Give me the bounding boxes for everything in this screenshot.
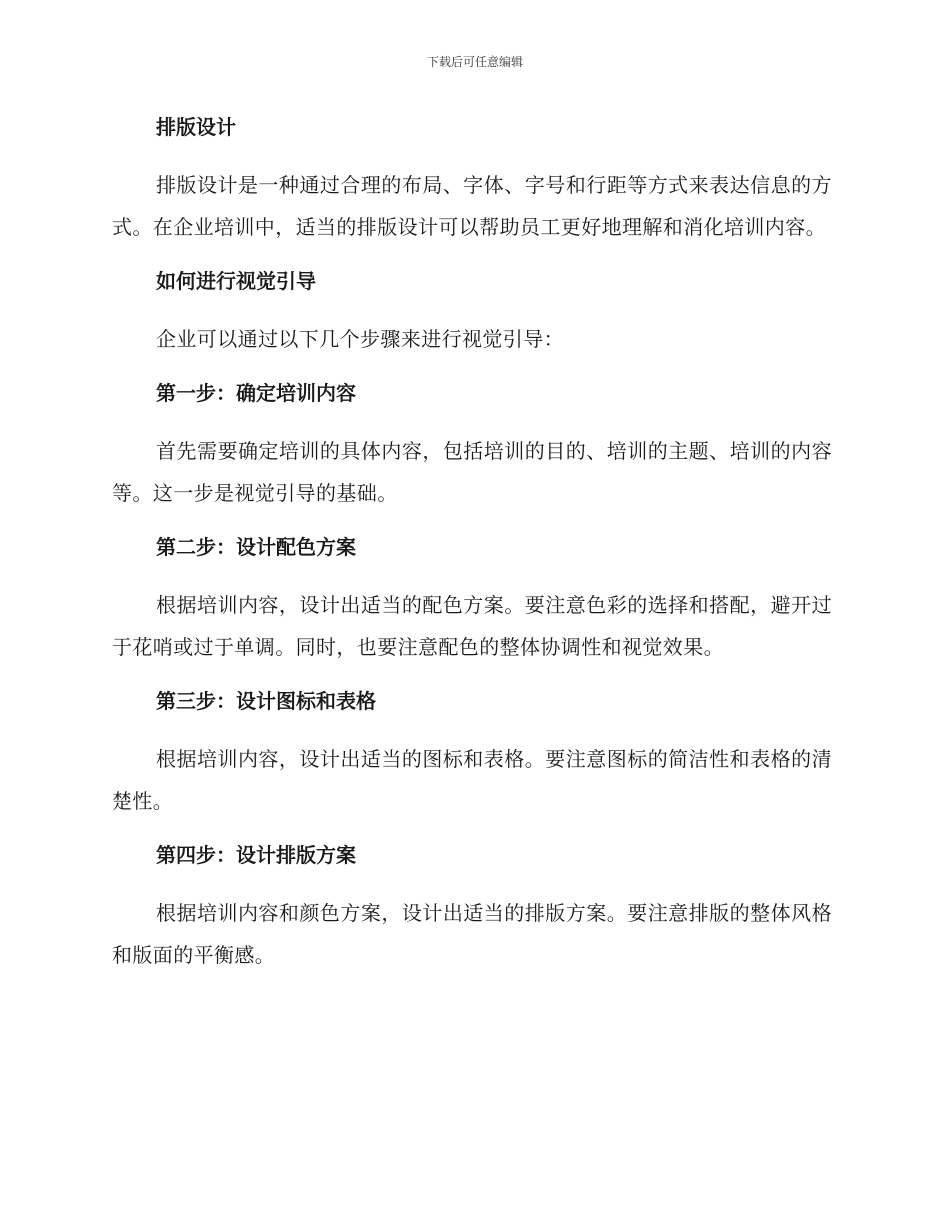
- step-4-paragraph: 根据培训内容和颜色方案，设计出适当的排版方案。要注意排版的整体风格和版面的平衡感。: [112, 901, 832, 967]
- document-body: [112, 112, 832, 994]
- step-3-paragraph: 根据培训内容，设计出适当的图标和表格。要注意图标的简洁性和表格的清楚性。: [112, 747, 832, 813]
- section-paragraph-typesetting: 排版设计是一种通过合理的布局、字体、字号和行距等方式来表达信息的方式。在企业培训中，适当的排版设计可以帮助员工更好地理解和消化培训内容。: [112, 173, 832, 239]
- step-4-heading: 第四步：设计排版方案: [156, 843, 356, 867]
- section-heading-visual-guide: 如何进行视觉引导: [156, 269, 316, 293]
- page-header-note: 下载后可任意编辑: [426, 55, 523, 69]
- step-1-heading: 第一步：确定培训内容: [156, 381, 356, 405]
- section-paragraph-visual-guide: 企业可以通过以下几个步骤来进行视觉引导：: [156, 327, 564, 351]
- step-1-paragraph: 首先需要确定培训的具体内容，包括培训的目的、培训的主题、培训的内容等。这一步是视觉引导的基础。: [112, 439, 832, 505]
- step-2-paragraph: 根据培训内容，设计出适当的配色方案。要注意色彩的选择和搭配，避开过于花哨或过于单调。同时，也要注意配色的整体协调性和视觉效果。: [112, 593, 832, 659]
- step-3-heading: 第三步：设计图标和表格: [156, 689, 376, 713]
- section-heading-typesetting: 排版设计: [156, 115, 236, 139]
- step-2-heading: 第二步：设计配色方案: [156, 535, 356, 559]
